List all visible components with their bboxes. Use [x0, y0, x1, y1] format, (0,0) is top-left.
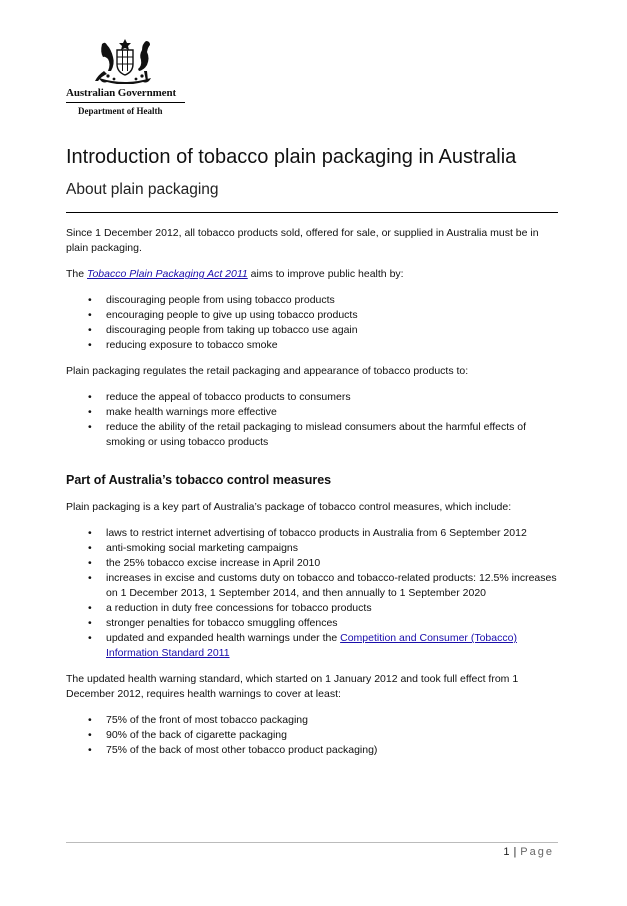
section-heading: Part of Australia’s tobacco control measures — [66, 473, 332, 487]
measure-prefix: updated and expanded health warnings under the — [106, 632, 341, 644]
footer-separator: | — [513, 846, 517, 858]
warning-paragraph: The updated health warning standard, which started on 1 January 2012 and took full effect from 1 December 2012, requires health warnings to cover at least: — [66, 673, 519, 700]
page-number: 1 — [503, 846, 510, 858]
regulates-paragraph: Plain packaging regulates the retail packaging and appearance of tobacco products to: — [66, 365, 469, 377]
list-item: • a reduction in duty free concessions for tobacco products — [106, 601, 558, 616]
list-item: • laws to restrict internet advertising of tobacco products in Australia from 6 September 2012 — [106, 526, 558, 541]
act-suffix: aims to improve public health by: — [247, 268, 404, 280]
logo-divider — [66, 102, 185, 103]
list-item: • encouraging people to give up using tobacco products — [106, 308, 558, 323]
footer-divider — [66, 842, 558, 843]
document-title: Introduction of tobacco plain packaging in Australia — [66, 146, 517, 168]
list-item: • the 25% tobacco excise increase in April 2010 — [106, 556, 558, 571]
act-paragraph — [66, 267, 558, 282]
list-item — [106, 631, 558, 661]
aims-list — [66, 293, 558, 353]
list-item: • 75% of the front of most tobacco packaging — [106, 713, 558, 728]
intro-paragraph: Since 1 December 2012, all tobacco products sold, offered for sale, or supplied in Australia must be in plain packaging. — [66, 227, 539, 254]
title-divider — [66, 212, 558, 213]
list-item: • reduce the ability of the retail packaging to mislead consumers about the harmful effects of smoking or using tobacco products — [106, 420, 558, 450]
list-item: • anti-smoking social marketing campaigns — [106, 541, 558, 556]
information-standard-link[interactable]: Competition and Consumer (Tobacco) Information Standard 2011 — [106, 632, 517, 659]
list-item: • make health warnings more effective — [106, 405, 558, 420]
list-item: • stronger penalties for tobacco smuggling offences — [106, 616, 558, 631]
list-item: • reducing exposure to tobacco smoke — [106, 338, 558, 353]
page-label: Page — [520, 846, 554, 858]
coverage-list — [66, 713, 558, 758]
tobacco-plain-packaging-act-link[interactable]: Tobacco Plain Packaging Act 2011 — [87, 268, 248, 280]
document-body — [66, 226, 558, 769]
measures-intro: Plain packaging is a key part of Australia’s package of tobacco control measures, which include: — [66, 501, 512, 513]
government-name: Australian Government — [66, 87, 177, 99]
list-item: • discouraging people from using tobacco products — [106, 293, 558, 308]
document-subtitle: About plain packaging — [66, 181, 219, 198]
list-item: • reduce the appeal of tobacco products to consumers — [106, 390, 558, 405]
list-item: • increases in excise and customs duty on tobacco and tobacco-related products: 12.5% increases on 1 December 2013, 1 September 2014, and then annually to 1 September 2020 — [106, 571, 558, 601]
act-prefix: The — [66, 268, 88, 280]
department-name: Department of Health — [78, 106, 163, 116]
government-logo — [66, 38, 187, 116]
measures-list — [66, 526, 558, 661]
list-item: • 90% of the back of cigarette packaging — [106, 728, 558, 743]
coat-of-arms-icon — [94, 38, 156, 84]
list-item: • discouraging people from taking up tobacco use again — [106, 323, 558, 338]
page-footer — [503, 846, 554, 858]
regulates-list — [66, 390, 558, 450]
list-item: • 75% of the back of most other tobacco product packaging) — [106, 743, 558, 758]
